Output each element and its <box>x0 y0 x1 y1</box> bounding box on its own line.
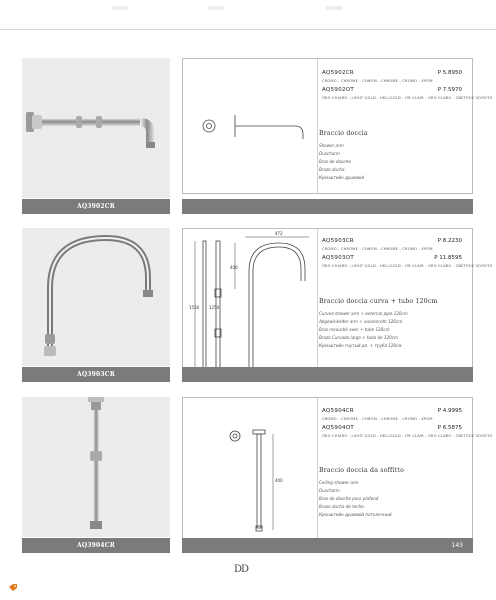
translation: Brazo ducha de techo <box>319 504 364 509</box>
product-price: P 8.2230 <box>437 238 462 244</box>
product-title-2: Braccio doccia curva + tubo 120cm <box>319 298 438 305</box>
translation: Кронштейн душевой потолочный <box>319 512 392 517</box>
technical-drawing-3 <box>183 398 313 539</box>
technical-drawing-2 <box>183 229 313 381</box>
translations-2 <box>319 310 408 350</box>
product-price: P 6.5875 <box>437 425 462 431</box>
product-caption-3: AQ3904CR <box>22 538 170 553</box>
product-code: AQ5902OT <box>322 87 355 93</box>
header-mark <box>326 6 342 10</box>
product-code: AQ5903OT <box>322 255 355 261</box>
product-price: P 7.5970 <box>437 87 462 93</box>
translation: Duscharm <box>319 488 340 493</box>
product-code: AQ5904OT <box>322 425 355 431</box>
finish-text: CROMO - CHROME - CHROM - CHROME - CROMO - ХРОМ <box>322 417 433 421</box>
product-caption-1: AQ3902CR <box>22 199 170 214</box>
spec-footer-3 <box>182 538 473 553</box>
translation: Brazo ducha <box>319 167 345 172</box>
finish-text: CROMO - CHROME - CHROM - CHROME - CROMO - ХРОМ <box>322 79 433 83</box>
product-title-3: Braccio doccia da soffitto <box>319 467 405 474</box>
variant-list-1 <box>322 70 493 101</box>
top-divider <box>0 29 496 30</box>
product-photo-1 <box>22 58 170 198</box>
page-number: 143 <box>451 542 463 549</box>
dim-height-2: 1550 <box>189 305 200 310</box>
product-caption-2: AQ3903CR <box>22 367 170 382</box>
dim-height-1: 400 <box>230 265 238 270</box>
finish-text: ORO CHIARO - LIGHT GOLD - HELLGOLD - OR CLAIR - ORO CLARO - СВЕТЛОЕ ЗОЛОТО <box>322 96 493 100</box>
header-mark <box>208 6 224 10</box>
spec-footer-2 <box>182 367 473 382</box>
variant-list-3 <box>322 408 493 439</box>
translation: Bras de douche pour plafond <box>319 496 379 501</box>
product-price: P 5.8950 <box>437 70 462 76</box>
technical-drawing-1 <box>183 59 313 193</box>
translation: Ceiling shower arm <box>319 480 359 485</box>
product-code: AQ5902CR <box>322 70 355 76</box>
translation: Shower arm <box>319 143 344 148</box>
finish-text: CROMO - CHROME - CHROM - CHROME - CROMO - ХРОМ <box>322 247 433 251</box>
translations-1 <box>319 142 364 182</box>
translation: Bras recourbé avec + tube 120cm <box>319 327 390 332</box>
product-code: AQ5904CR <box>322 408 355 414</box>
product-photo-2 <box>22 228 170 366</box>
translation: Кронштейн душевой <box>319 175 365 180</box>
translation: Bras de douche <box>319 159 351 164</box>
spec-divider <box>317 229 318 381</box>
product-photo-3 <box>22 397 170 537</box>
spec-divider <box>317 398 318 539</box>
translation: Abgewinkelter arm + aussenrohr 120cm <box>319 319 403 324</box>
dim-height: 400 <box>275 478 283 483</box>
product-price: P 4.9995 <box>437 408 462 414</box>
finish-text: ORO CHIARO - LIGHT GOLD - HELLGOLD - OR CLAIR - ORO CLARO - СВЕТЛОЕ ЗОЛОТО <box>322 434 493 438</box>
product-code: AQ5903CR <box>322 238 355 244</box>
header-mark <box>112 6 128 10</box>
product-price: P 11.8595 <box>434 255 462 261</box>
translation: Brazo Curvado largo + tubo de 120cm <box>319 335 398 340</box>
product-title-1: Braccio doccia <box>319 130 368 137</box>
translation: Duscharm <box>319 151 340 156</box>
brand-logo: DD <box>234 564 249 575</box>
variant-list-2 <box>322 238 493 269</box>
translation: Кронштейн гнутый дл. + труба 120см <box>319 343 402 348</box>
spec-divider <box>317 59 318 193</box>
spec-footer-1 <box>182 199 473 214</box>
dim-width: 472 <box>275 231 283 236</box>
finish-text: ORO CHIARO - LIGHT GOLD - HELLGOLD - OR CLAIR - ORO CLARO - СВЕТЛОЕ ЗОЛОТО <box>322 264 493 268</box>
translations-3 <box>319 479 392 519</box>
tag-icon <box>8 583 18 592</box>
translation: Curved shower arm + external pipe 120cm <box>319 311 408 316</box>
dim-height-3: 1250 <box>209 305 220 310</box>
